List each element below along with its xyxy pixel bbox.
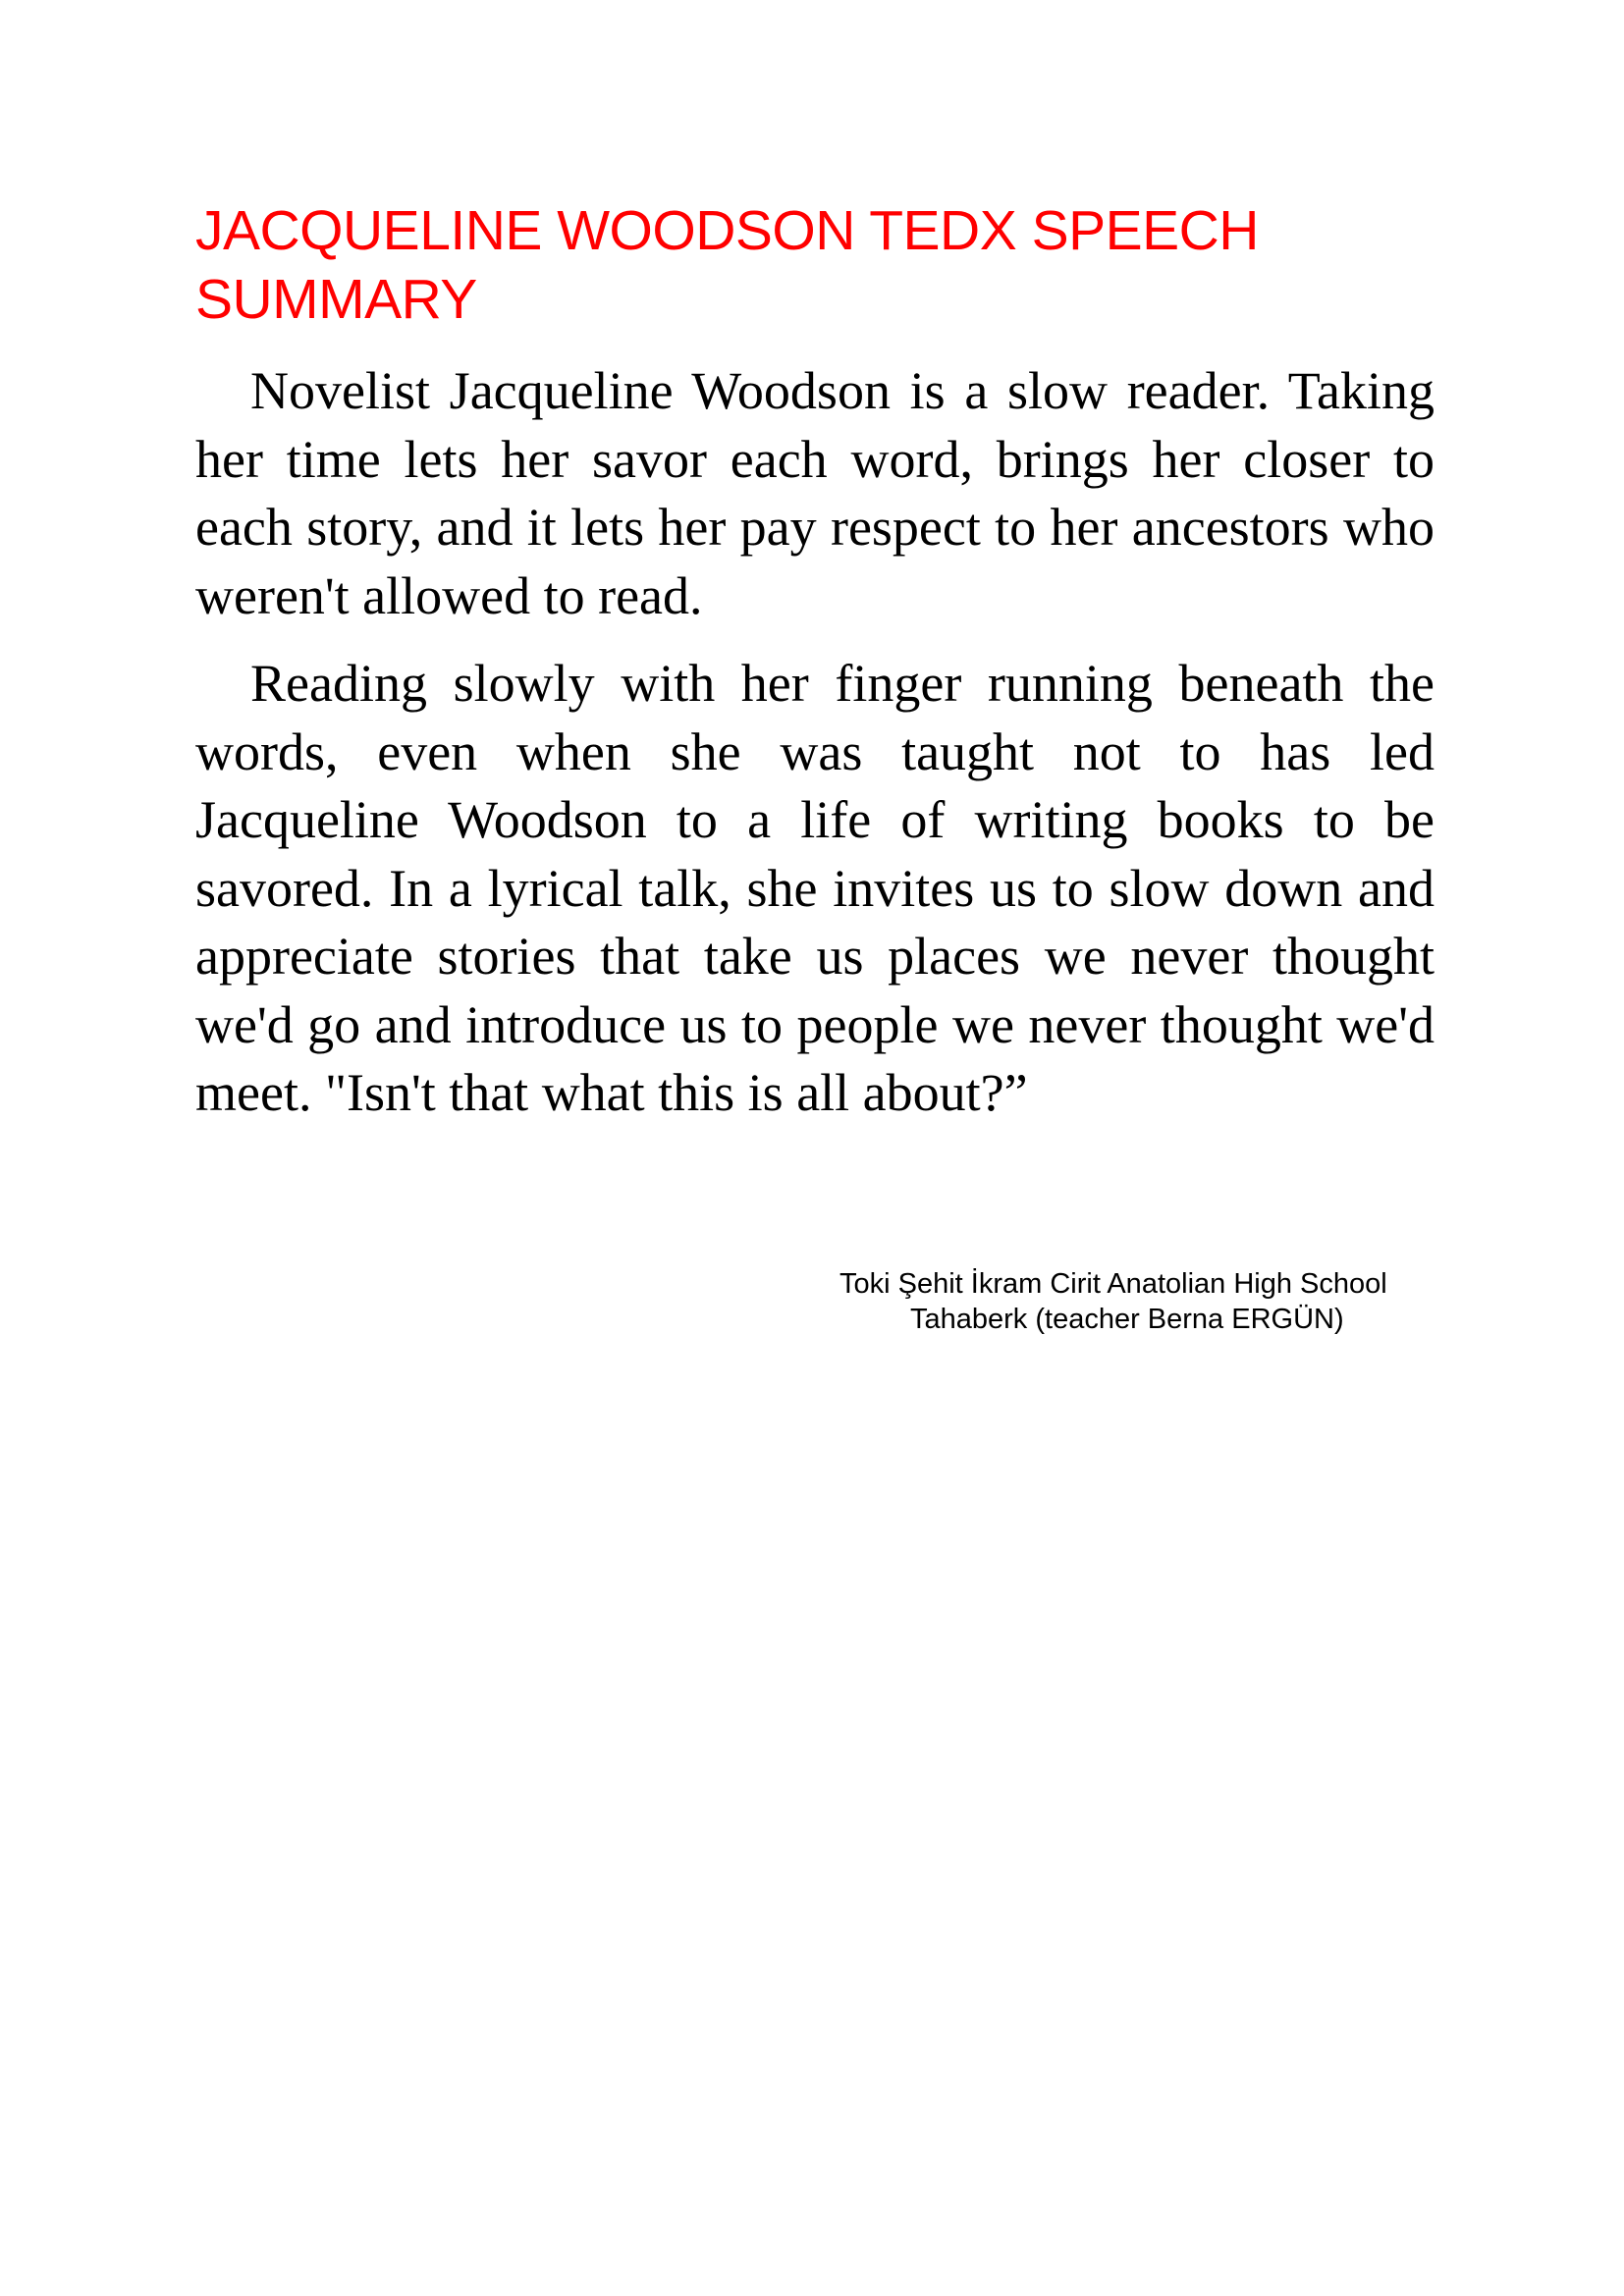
document-title: JACQUELINE WOODSON TEDX SPEECH SUMMARY [195,199,1259,331]
credit-author: Tahaberk (teacher Berna ERGÜN) [910,1304,1344,1335]
document-body [195,196,1435,1148]
paragraph-1: Novelist Jacqueline Woodson is a slow reader. Taking her time lets her savor each word, brings her closer to each story, and it lets her pay respect to her ancestors who weren't allowed to read. [195,361,1435,625]
author-credit [825,1266,1434,1337]
paragraph-2: Reading slowly with her finger running beneath the words, even when she was taught not to has led Jacqueline Woodson to a life of writing books to be savored. In a lyrical talk, she invites us to slow down and appreciate stories that take us places we never thought we'd go and introduce us to people we never thought we'd meet. "Isn't that what this is all about?” [195,654,1435,1122]
credit-school: Toki Şehit İkram Cirit Anatolian High School [839,1268,1387,1300]
